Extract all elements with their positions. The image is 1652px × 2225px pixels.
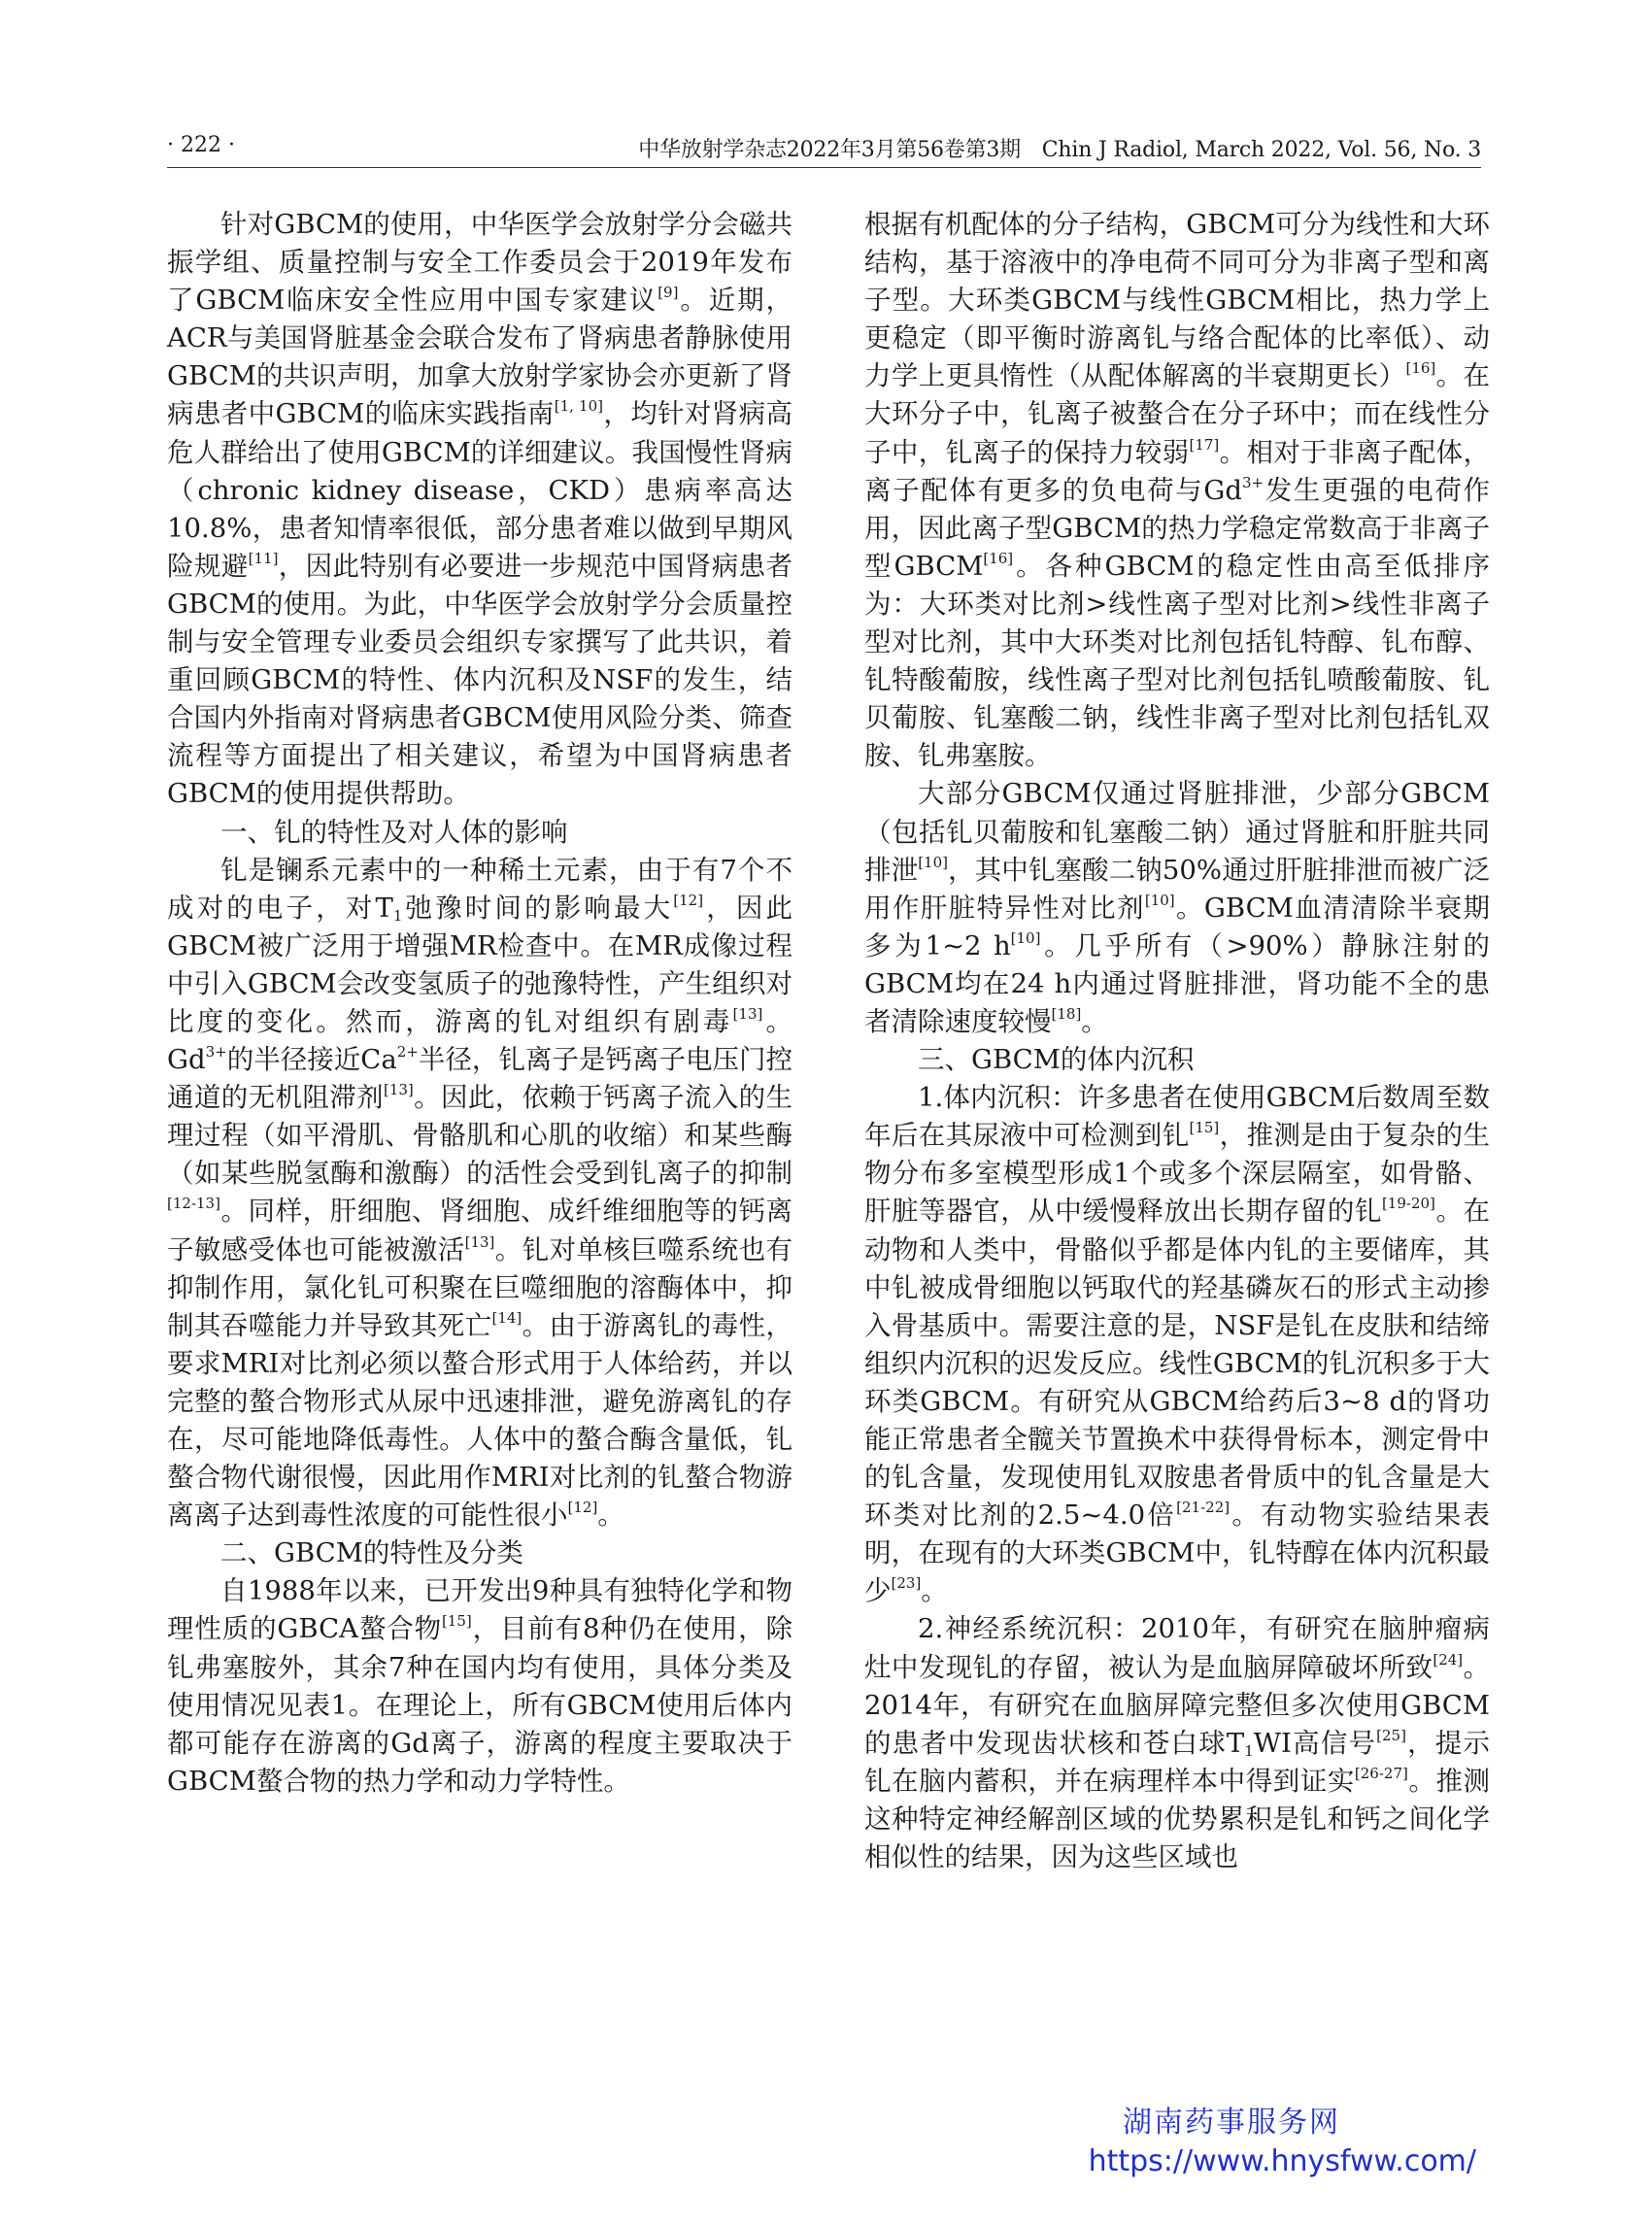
- running-header: [167, 128, 1481, 168]
- paragraph: 1.体内沉积：许多患者在使用GBCM后数周至数年后在其尿液中可检测到钆[15]，推测是由于复杂的生物分布多室模型形成1个或多个深层隔室，如骨骼、肝脏等器官，从中缓慢释放出长期存留的钆[19-20]。在动物和人类中，骨骼似乎都是体内钆的主要储库，其中钆被成骨细胞以钙取代的羟基磷灰石的形式主动掺入骨基质中。需要注意的是，NSF是钆在皮肤和结缔组织内沉积的迟发反应。线性GBCM的钆沉积多于大环类GBCM。有研究从GBCM给药后3~8 d的肾功能正常患者全髋关节置换术中获得骨标本，测定骨中的钆含量，发现使用钆双胺患者骨质中的钆含量是大环类对比剂的2.5~4.0倍[21-22]。有动物实验结果表明，在现有的大环类GBCM中，钆特醇在体内沉积最少[23]。: [864, 1082, 1491, 1607]
- watermark-url[interactable]: https://www.hnysfww.com/: [1088, 2144, 1476, 2178]
- journal-citation: 中华放射学杂志2022年3月第56卷第3期 Chin J Radiol, March 2022, Vol. 56, No. 3: [638, 138, 1481, 162]
- right-column: [864, 206, 1490, 1876]
- section-heading-2: 二、GBCM的特性及分类: [220, 1537, 523, 1569]
- page-number: · 222 ·: [167, 133, 235, 157]
- section-heading-3: 三、GBCM的体内沉积: [918, 1044, 1195, 1076]
- paragraph-continued: 根据有机配体的分子结构，GBCM可分为线性和大环结构，基于溶液中的净电荷不同可分为非离子型和离子型。大环类GBCM与线性GBCM相比，热力学上更稳定（即平衡时游离钆与络合配体的比率低）、动力学上更具惰性（从配体解离的半衰期更长）[16]。在大环分子中，钆离子被螯合在分子环中；而在线性分子中，钆离子的保持力较弱[17]。相对于非离子配体，离子配体有更多的负电荷与$Gd^{3+}$发生更强的电荷作用，因此离子型GBCM的热力学稳定常数高于非离子型GBCM[16]。各种GBCM的稳定性由高至低排序为：大环类对比剂>线性离子型对比剂>线性非离子型对比剂，其中大环类对比剂包括钆特醇、钆布醇、钆特酸葡胺，线性离子型对比剂包括钆喷酸葡胺、钆贝葡胺、钆塞酸二钠，线性非离子型对比剂包括钆双胺、钆弗塞胺。: [864, 209, 1491, 772]
- paragraph: 自1988年以来，已开发出9种具有独特化学和物理性质的GBCA螯合物[15]，目前有8种仍在使用，除钆弗塞胺外，其余7种在国内均有使用，具体分类及使用情况见表1。在理论上，所有GBCM使用后体内都可能存在游离的Gd离子，游离的程度主要取决于GBCM螯合物的热力学和动力学特性。: [167, 1575, 792, 1797]
- section-heading-1: 一、钆的特性及对人体的影响: [220, 816, 568, 848]
- paragraph: 钆是镧系元素中的一种稀土元素，由于有7个不成对的电子，对$T_1$弛豫时间的影响最大[12]，因此GBCM被广泛用于增强MR检查中。在MR成像过程中引入GBCM会改变氢质子的弛豫特性，产生组织对比度的变化。然而，游离的钆对组织有剧毒[13]。$Gd^{3+}$的半径接近$Ca^{2+}$半径，钆离子是钙离子电压门控通道的无机阻滞剂[13]。因此，依赖于钙离子流入的生理过程（如平滑肌、骨骼肌和心肌的收缩）和某些酶（如某些脱氢酶和激酶）的活性会受到钆离子的抑制[12-13]。同样，肝细胞、肾细胞、成纤维细胞等的钙离子敏感受体也可能被激活[13]。钆对单核巨噬系统也有抑制作用，氯化钆可积聚在巨噬细胞的溶酶体中，抑制其吞噬能力并导致其死亡[14]。由于游离钆的毒性，要求MRI对比剂必须以螯合形式用于人体给药，并以完整的螯合物形式从尿中迅速排泄，避免游离钆的存在，尽可能地降低毒性。人体中的螯合酶含量低，钆螯合物代谢很慢，因此用作MRI对比剂的钆螯合物游离离子达到毒性浓度的可能性很小[12]。: [167, 854, 793, 1532]
- watermark-site-name: 湖南药事服务网: [1123, 2106, 1340, 2140]
- paragraph: 2.神经系统沉积：2010年，有研究在脑肿瘤病灶中发现钆的存留，被认为是血脑屏障破坏所致[24]。2014年，有研究在血脑屏障完整但多次使用GBCM的患者中发现齿状核和苍白球$T_1WI$高信号[25]，提示钆在脑内蓄积，并在病理样本中得到证实[26-27]。推测这种特定神经解剖区域的优势累积是钆和钙之间化学相似性的结果，因为这些区域也: [864, 1613, 1491, 1873]
- watermark: [1029, 2104, 1476, 2181]
- paragraph: 大部分GBCM仅通过肾脏排泄，少部分GBCM（包括钆贝葡胺和钆塞酸二钠）通过肾脏和肝脏共同排泄[10]，其中钆塞酸二钠50%通过肝脏排泄而被广泛用作肝脏特异性对比剂[10]。GBCM血清清除半衰期多为1~2 h[10]。几乎所有（>90%）静脉注射的GBCM均在24 h内通过肾脏排泄，肾功能不全的患者清除速度较慢[18]。: [864, 778, 1491, 1037]
- left-column: [167, 206, 792, 1801]
- paragraph: 针对GBCM的使用，中华医学会放射学分会磁共振学组、质量控制与安全工作委员会于2019年发布了GBCM临床安全性应用中国专家建议[9]。近期，ACR与美国肾脏基金会联合发布了肾病患者静脉使用GBCM的共识声明，加拿大放射学家协会亦更新了肾病患者中GBCM的临床实践指南[1, 10]，均针对肾病高危人群给出了使用GBCM的详细建议。我国慢性肾病（chronic kidney disease，CKD）患病率高达10.8%，患者知情率很低，部分患者难以做到早期风险规避[11]，因此特别有必要进一步规范中国肾病患者GBCM的使用。为此，中华医学会放射学分会质量控制与安全管理专业委员会组织专家撰写了此共识，着重回顾GBCM的特性、体内沉积及NSF的发生，结合国内外指南对肾病患者GBCM使用风险分类、筛查流程等方面提出了相关建议，希望为中国肾病患者GBCM的使用提供帮助。: [167, 209, 793, 810]
